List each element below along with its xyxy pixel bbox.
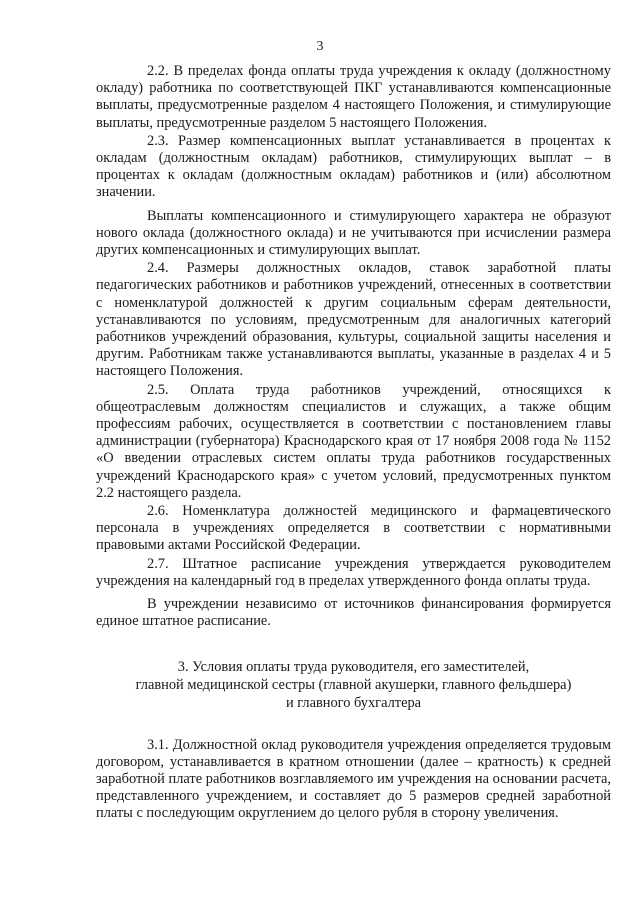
section-heading-line-3: и главного бухгалтера (285, 694, 422, 711)
page-number: 3 (316, 39, 324, 54)
paragraph-2-5: 2.5. Оплата труда работников учреждений, относящихся к общеотраслевым должностям специалистов и служащих, а также общим профессиям рабочих, осуществляется в соответствии с постановлением главы администрации (губернатора) Краснодарского края от 17 ноября 2008 года № 1152 «О введении отраслевых систем оплаты труда работников государственных учреждений Краснодарского края» с учетом условий, предусмотренных пунктом 2.2 настоящего раздела. (96, 381, 611, 501)
paragraph-payments-note: Выплаты компенсационного и стимулирующего характера не образуют нового оклада (должностного оклада) и не учитываются при исчислении размера других компенсационных и стимулирующих выплат. (96, 207, 611, 259)
section-heading (96, 658, 611, 712)
section-heading-line-2: главной медицинской сестры (главной акушерки, главного фельдшера) (135, 676, 572, 693)
paragraph-2-2: 2.2. В пределах фонда оплаты труда учреждения к окладу (должностному окладу) работника по соответствующей ПКГ устанавливаются компенсационные выплаты, предусмотренные разделом 4 настоящего Положения, и стимулирующие выплаты, предусмотренные разделом 5 настоящего Положения. (96, 63, 611, 131)
paragraph-3-1: 3.1. Должностной оклад руководителя учреждения определяется трудовым договором, устанавливается в кратном отношении (далее – кратность) к средней заработной плате работников возглавляемого им учреждения на основании расчета, представленного учреждением, и составляет до 5 размеров средней заработной платы с последующим округлением до целого рубля в сторону увеличения. (96, 736, 611, 822)
paragraph-2-4: 2.4. Размеры должностных окладов, ставок заработной платы педагогических работников и работников учреждений, отнесенных в соответствии с номенклатурой должностей к другим социальным сферам деятельности, устанавливаются по условиям, предусмотренным для аналогичных категорий работников учреждений образования, культуры, социальной защиты населения и другим. Работникам также устанавливаются выплаты, указанные в разделах 4 и 5 настоящего Положения. (96, 260, 611, 380)
paragraph-2-7: 2.7. Штатное расписание учреждения утверждается руководителем учреждения на календарный год в пределах утвержденного фонда оплаты труда. (96, 555, 611, 589)
paragraph-2-6: 2.6. Номенклатура должностей медицинского и фармацевтического персонала в учреждениях определяется в соответствии с нормативными правовыми актами Российской Федерации. (96, 503, 611, 554)
section-heading-line-1: 3. Условия оплаты труда руководителя, его заместителей, (177, 658, 530, 675)
paragraph-staff-schedule: В учреждении независимо от источников финансирования формируется единое штатное расписание. (96, 596, 611, 630)
page-content (96, 63, 611, 823)
paragraph-2-3: 2.3. Размер компенсационных выплат устанавливается в процентах к окладам (должностным окладам) работников, стимулирующих выплат – в процентах к окладам (должностным окладам) работников и (или) абсолютном значении. (96, 132, 611, 201)
